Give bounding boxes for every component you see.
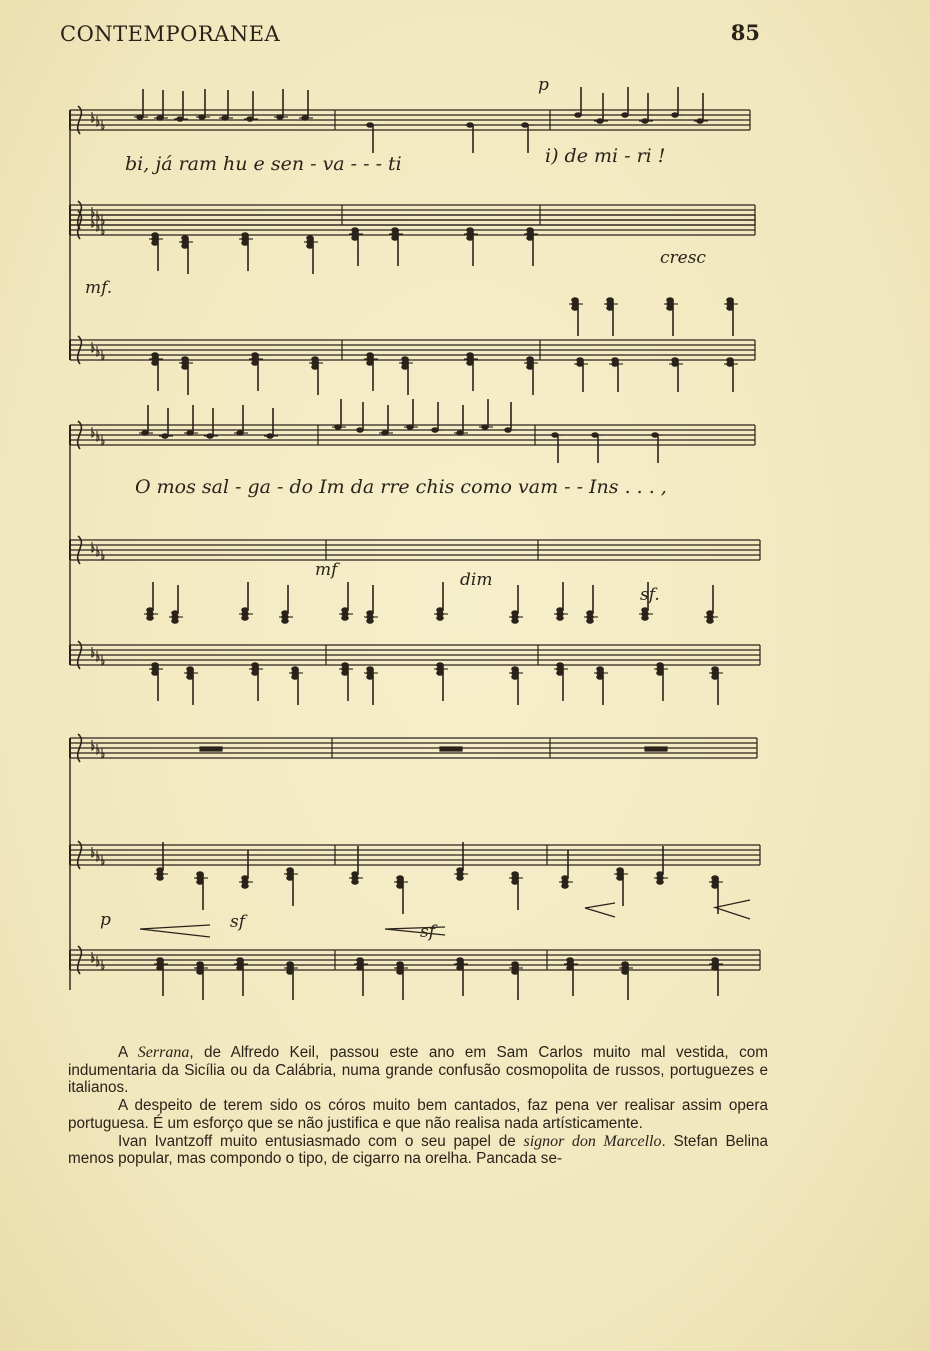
opera-title: Serrana: [137, 1044, 190, 1061]
chord: [304, 236, 318, 274]
chord: [454, 958, 468, 996]
paragraph-coros: [68, 1097, 768, 1132]
chord: [179, 357, 193, 395]
hairpin: [585, 903, 615, 917]
text-run: Ivan Ivantzoff muito entusiasmado com o seu papel de: [118, 1132, 524, 1150]
chord: [309, 357, 323, 395]
chord: [724, 298, 738, 336]
flat-sign: [102, 855, 104, 865]
chord: [509, 872, 523, 910]
flat-sign: [102, 960, 104, 970]
staff: [70, 841, 760, 869]
note: [354, 402, 368, 432]
chord: [239, 582, 253, 620]
flat-sign: [102, 120, 104, 130]
staff: [70, 536, 760, 564]
staff: [70, 946, 760, 974]
dynamic-mark: p: [100, 910, 111, 930]
dynamic-mark: sf: [420, 922, 436, 942]
note: [464, 123, 478, 153]
chord: [664, 298, 678, 336]
note: [572, 87, 586, 117]
whole-rest: [200, 747, 222, 751]
flat-sign: [97, 851, 99, 861]
chord: [149, 353, 163, 391]
flat-sign: [92, 112, 94, 122]
chord: [144, 582, 158, 620]
lyric-line: bi, já ram hu e sen - va - - - ti: [125, 153, 402, 175]
note: [589, 433, 603, 463]
flat-sign: [102, 350, 104, 360]
note: [549, 433, 563, 463]
note: [649, 433, 663, 463]
chord: [509, 667, 523, 705]
note: [639, 93, 653, 123]
page-number: 85: [730, 20, 760, 45]
chord: [434, 582, 448, 620]
flat-sign: [97, 546, 99, 556]
flat-sign: [92, 427, 94, 437]
flat-sign: [92, 647, 94, 657]
lyric-line: O mos sal - ga - do Im da rre chis como vam - - Ins . . . ,: [135, 476, 667, 498]
text-run: A: [118, 1044, 138, 1061]
running-title: CONTEMPORANEA: [60, 22, 281, 46]
note: [694, 93, 708, 123]
dynamic-mark: dim: [460, 570, 493, 590]
text-run: . Stefan Belina menos popular, mas compondo o tipo, de cigarro na orelha. Pancada se-: [68, 1132, 768, 1168]
chord: [249, 353, 263, 391]
chord: [239, 850, 253, 888]
chord: [284, 868, 298, 906]
dynamic-mark: mf: [315, 560, 338, 580]
chord: [339, 582, 353, 620]
chord: [184, 667, 198, 705]
flat-sign: [92, 217, 94, 227]
flat-sign: [97, 956, 99, 966]
chord: [149, 233, 163, 271]
paragraph-serrana: [68, 1044, 768, 1097]
dynamic-mark: p: [538, 75, 549, 95]
chord: [364, 585, 378, 623]
chord: [569, 298, 583, 336]
chord: [194, 872, 208, 910]
note: [429, 402, 443, 432]
chord: [179, 236, 193, 274]
chord: [284, 962, 298, 1000]
staff: [70, 211, 755, 239]
chord: [669, 358, 683, 392]
note: [519, 123, 533, 153]
music-score: [60, 55, 770, 1030]
staff: [70, 336, 755, 364]
chord: [154, 958, 168, 996]
flat-sign: [102, 655, 104, 665]
hairpin: [385, 927, 445, 935]
text-run: A despeito de terem sido os córos muito bem cantados, faz pena ver realisar assim opera portuguesa. É um esforço que se não justifica e que não realisa nada artísticamente.: [68, 1097, 768, 1132]
chord: [154, 842, 168, 880]
chord: [709, 958, 723, 996]
chord: [354, 958, 368, 996]
flat-sign: [97, 744, 99, 754]
hairpin: [140, 925, 210, 937]
flat-sign: [102, 748, 104, 758]
chord: [524, 228, 538, 266]
flat-sign: [92, 847, 94, 857]
note: [139, 405, 153, 435]
chord: [289, 667, 303, 705]
note: [454, 405, 468, 435]
dynamic-mark: sf: [230, 912, 246, 932]
note: [669, 87, 683, 117]
chord: [399, 357, 413, 395]
role-title: signor don Marcello: [523, 1132, 662, 1150]
note: [619, 87, 633, 117]
chord: [434, 663, 448, 701]
chord: [594, 667, 608, 705]
chord: [554, 663, 568, 701]
note: [184, 405, 198, 435]
note: [244, 91, 258, 121]
chord: [604, 298, 618, 336]
flat-sign: [102, 225, 104, 235]
flat-sign: [92, 342, 94, 352]
chord: [564, 958, 578, 996]
chord: [279, 585, 293, 623]
text-run: , de Alfredo Keil, passou este ano em Sam Carlos muito mal vestida, com indumentaria da Sicília ou da Calábria, numa grande confusão cosmopolita de russos, portuguezes e italianos.: [68, 1044, 768, 1097]
paragraph-ivantzoff: [68, 1133, 768, 1168]
chord: [654, 663, 668, 701]
chord: [169, 585, 183, 623]
flat-sign: [97, 221, 99, 231]
dynamic-mark: mf.: [85, 278, 113, 298]
chord: [364, 667, 378, 705]
chord: [239, 233, 253, 271]
chord: [194, 962, 208, 1000]
note: [379, 405, 393, 435]
note: [154, 90, 168, 120]
article-body: [68, 1044, 768, 1168]
chord: [509, 962, 523, 1000]
chord: [524, 357, 538, 395]
note: [219, 90, 233, 120]
flat-sign: [92, 740, 94, 750]
flat-sign: [97, 116, 99, 126]
note: [204, 408, 218, 438]
flat-sign: [102, 550, 104, 560]
chord: [149, 663, 163, 701]
flat-sign: [102, 435, 104, 445]
chord: [234, 958, 248, 996]
flat-sign: [97, 431, 99, 441]
note: [264, 408, 278, 438]
dynamic-mark: sf.: [640, 585, 660, 605]
chord: [584, 585, 598, 623]
chord: [509, 585, 523, 623]
chord: [454, 842, 468, 880]
note: [174, 91, 188, 121]
note: [594, 93, 608, 123]
chord: [339, 663, 353, 701]
chord: [574, 358, 588, 392]
expression-mark: cresc: [660, 248, 706, 268]
chord: [614, 868, 628, 906]
note: [159, 408, 173, 438]
lyric-line: i) de mi - ri !: [545, 145, 666, 167]
note: [299, 90, 313, 120]
whole-rest: [645, 747, 667, 751]
flat-sign: [92, 542, 94, 552]
note: [502, 402, 516, 432]
flat-sign: [92, 952, 94, 962]
chord: [464, 353, 478, 391]
note: [234, 405, 248, 435]
chord: [724, 358, 738, 392]
flat-sign: [97, 651, 99, 661]
chord: [554, 582, 568, 620]
flat-sign: [97, 346, 99, 356]
chord: [389, 228, 403, 266]
chord: [709, 667, 723, 705]
chord: [394, 876, 408, 914]
chord: [364, 353, 378, 391]
note: [364, 123, 378, 153]
chord: [464, 228, 478, 266]
chord: [619, 962, 633, 1000]
whole-rest: [440, 747, 462, 751]
chord: [394, 962, 408, 1000]
chord: [704, 585, 718, 623]
hairpin: [715, 900, 750, 919]
chord: [609, 358, 623, 392]
chord: [249, 663, 263, 701]
chord: [559, 850, 573, 888]
chord: [349, 228, 363, 266]
